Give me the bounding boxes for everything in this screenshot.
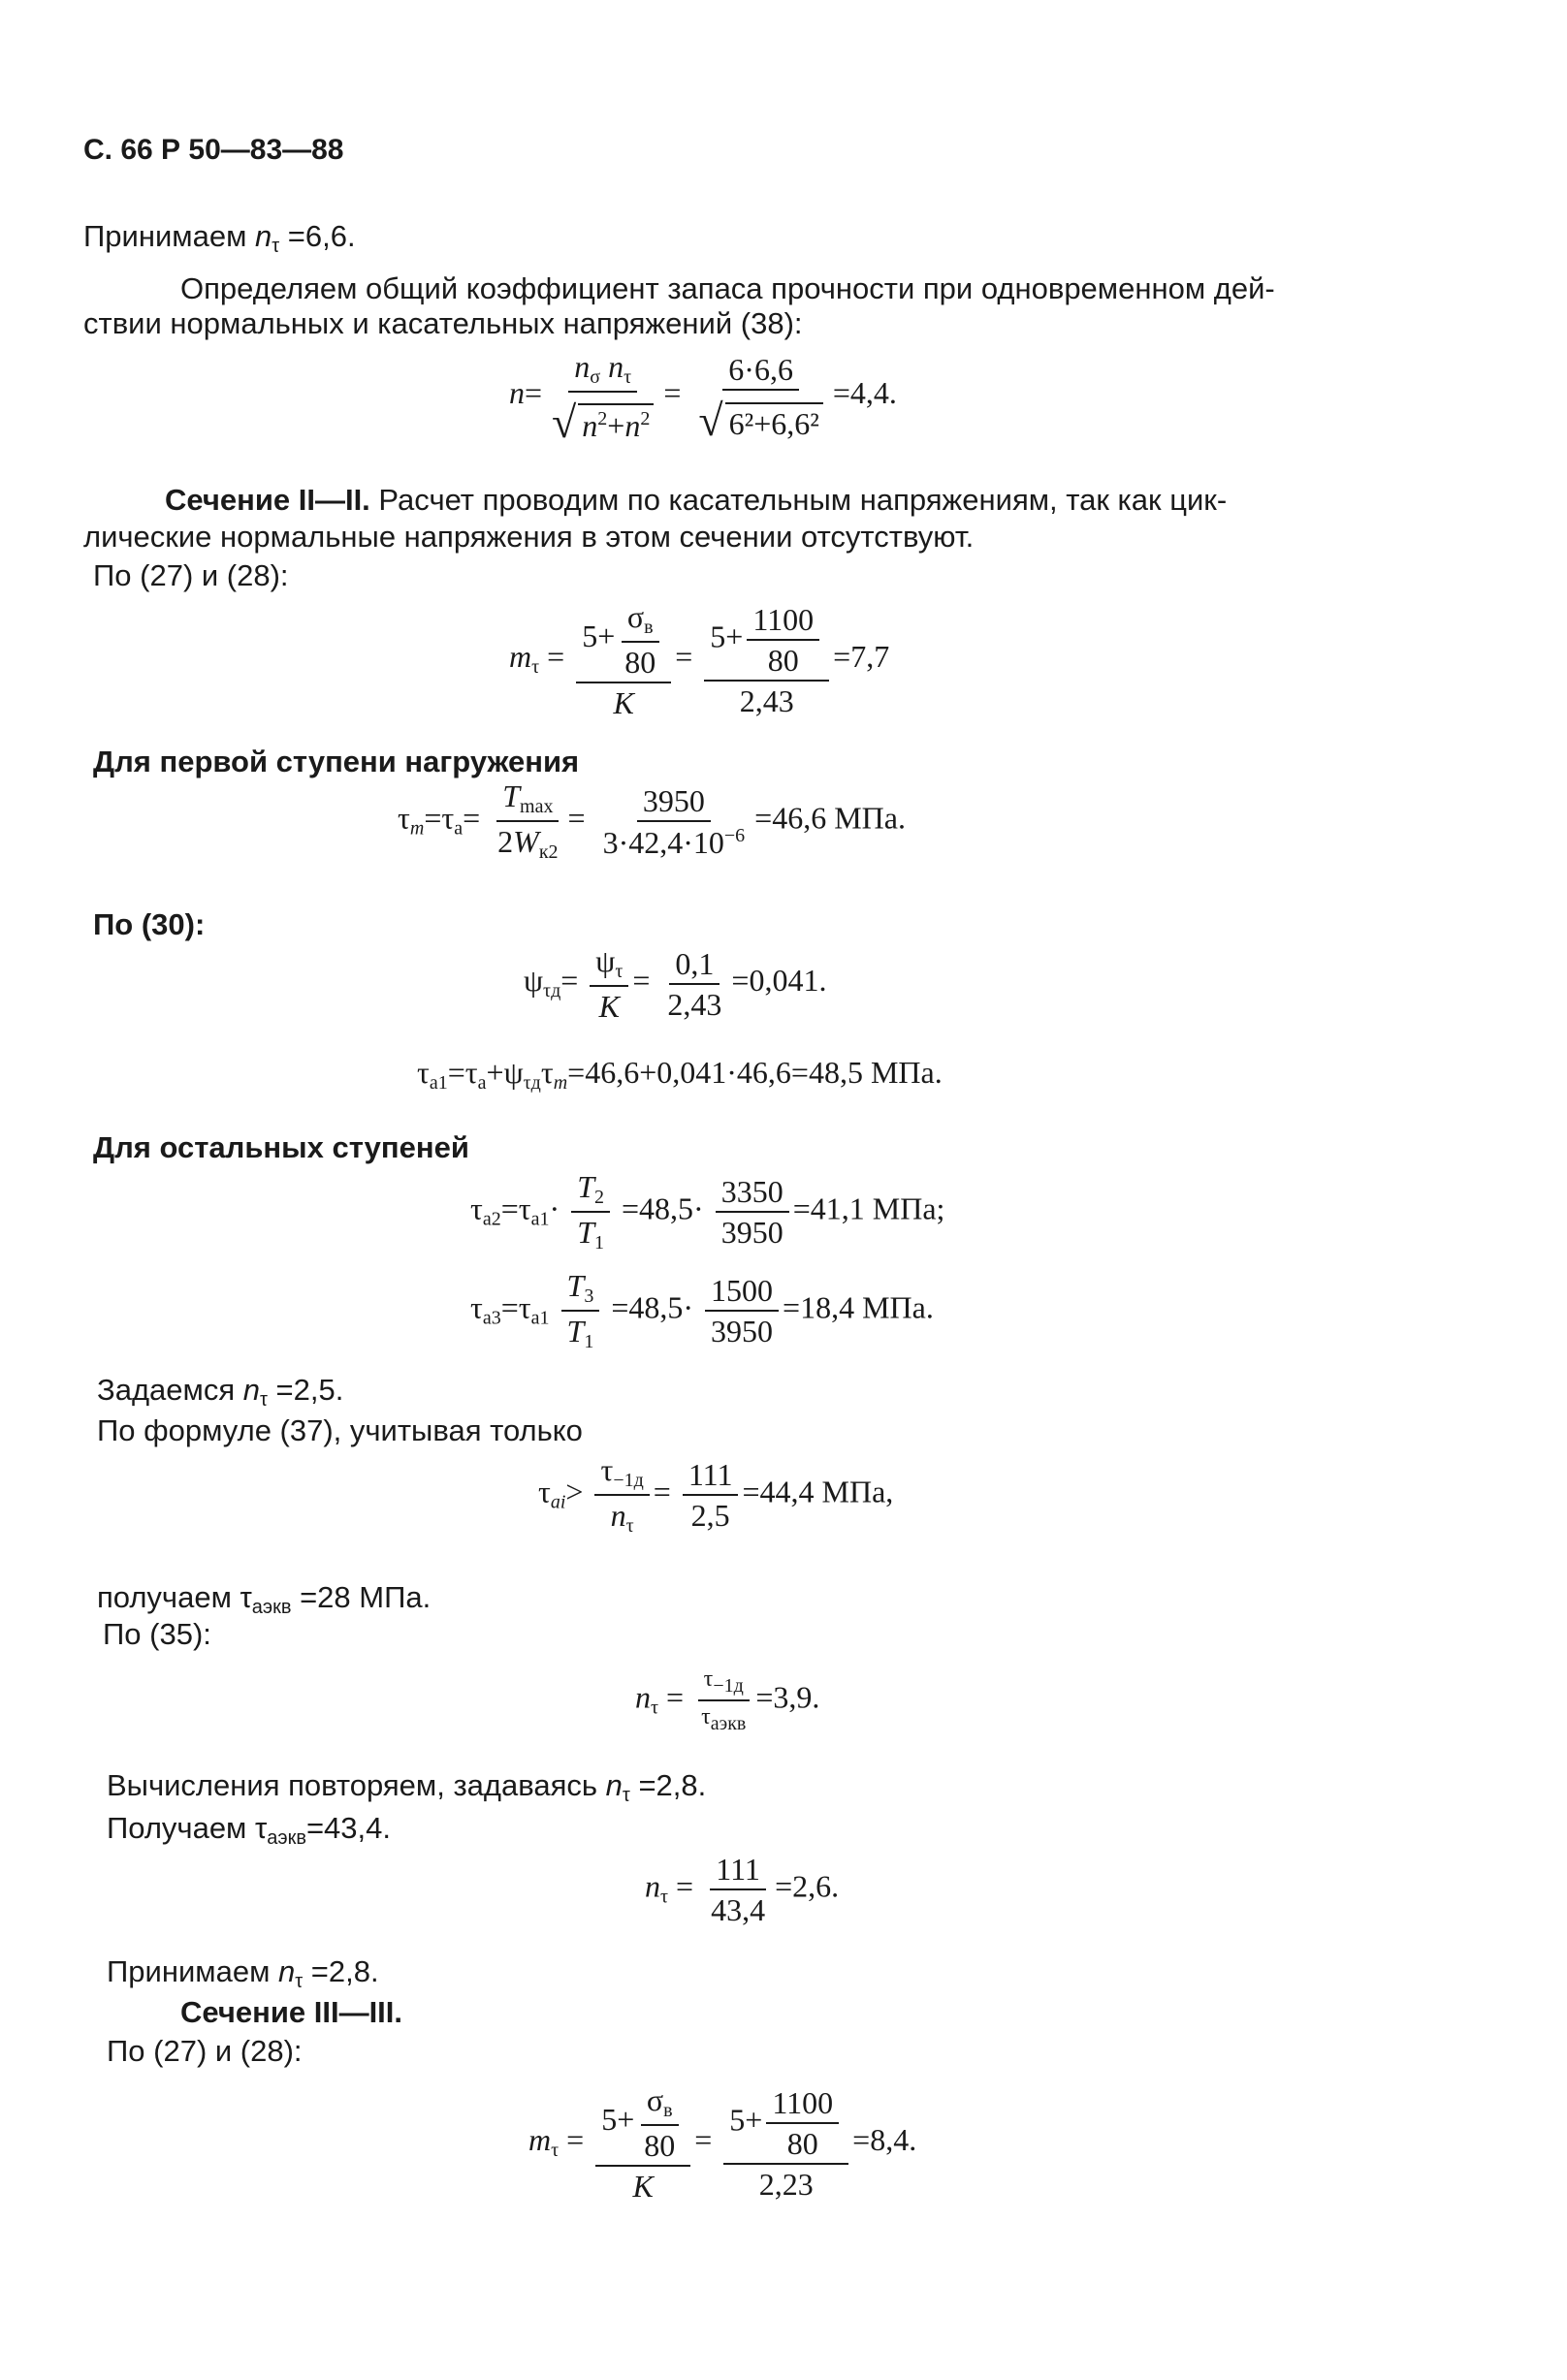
- text-line: ствии нормальных и касательных напряжений (38):: [83, 306, 803, 340]
- text-line: По (35):: [103, 1617, 211, 1651]
- text-line: По (27) и (28):: [93, 558, 289, 592]
- text-line: Для остальных ступеней: [93, 1130, 469, 1164]
- formula-tau-a3: $\tau_{a3}=\tau_{a1}$ $\frac{T_3}{T_1}$ =48,5· $\frac{1500}{3950}$ =18,4 МПа.: [470, 1268, 934, 1352]
- formula-m-tau-1: $m_\tau$ = 5+ $\frac{\sigma_в}{80}$ K = 5+ $\frac{1100}{80}$ 2,43 =7,7: [509, 599, 890, 720]
- text-line: По формуле (37), учитывая только: [97, 1413, 583, 1447]
- formula-37: $\tau_{ai}>$ $\frac{\tau_{-1д}}{n_\tau}$ = $\frac{111}{2,5}$ =44,4 МПа,: [538, 1452, 894, 1537]
- section-title: Сечение III—III.: [180, 1995, 403, 2029]
- page-header: С. 66 Р 50—83—88: [83, 134, 344, 166]
- text-line: лические нормальные напряжения в этом сечении отсутствуют.: [83, 520, 975, 554]
- text-line: Принимаем $n_\tau =2,8$.: [107, 1954, 379, 1992]
- text-line: Для первой ступени нагружения: [93, 745, 580, 778]
- formula-n-total: n= $n_\sigma$ $n_\tau$ √ $n^2+n^2$ = 6·6,6 √ 6²+6,6² =4,4.: [509, 349, 897, 447]
- formula-psi: $\psi_{\tau д}=$ $\frac{\psi_\tau}{K}$ = $\frac{0,1}{2,43}$ =0,041.: [524, 943, 827, 1024]
- formula-tau-a2: $\tau_{a2}=\tau_{a1}\cdot$ $\frac{T_2}{T_1}$ =48,5· $\frac{3350}{3950}$ =41,1 МПа;: [470, 1169, 945, 1253]
- text-line: Получаем $\tau_{аэкв}=43,4$.: [107, 1811, 391, 1849]
- formula-tau-a1: $\tau_{a1}=\tau_a+\psi_{\tau д}\tau_m=46,6+0,041\cdot 46,6=48,5$ МПа.: [417, 1055, 943, 1094]
- text-line: По (27) и (28):: [107, 2034, 303, 2068]
- text-line: получаем $\tau_{аэкв} =28$ МПа.: [97, 1580, 432, 1618]
- text-line: Вычисления повторяем, задаваясь $n_\tau =2,8$.: [107, 1768, 707, 1806]
- text-line: По (30):: [93, 907, 206, 941]
- formula-n-tau-2: $n_\tau$ = $\frac{111}{43,4}$ =2,6.: [645, 1852, 840, 1927]
- text-line: Сечение II—II. Расчет проводим по касательным напряжениям, так как цик-: [165, 483, 1228, 517]
- formula-35: $n_\tau$ = $\frac{\tau_{-1д}}{\tau_{аэкв}}$ =3,9.: [635, 1666, 820, 1734]
- text-line: Определяем общий коэффициент запаса прочности при одновременном дей-: [180, 271, 1275, 305]
- formula-tau-m: $\tau_m=\tau_a=$ $\frac{T_{max}}{2W_{к2}}$ = $\frac{3950}{3\cdot 42,4\cdot 10^{-6}}$ =46,6 МПа.: [398, 778, 906, 863]
- text-line: Задаемся $n_\tau =2,5$.: [97, 1373, 344, 1411]
- formula-m-tau-2: $m_\tau$ = 5+ $\frac{\sigma_в}{80}$ K = 5+ $\frac{1100}{80}$ 2,23 =8,4.: [528, 2082, 917, 2204]
- text-line: Принимаем $n_\tau =6,6$.: [83, 219, 356, 257]
